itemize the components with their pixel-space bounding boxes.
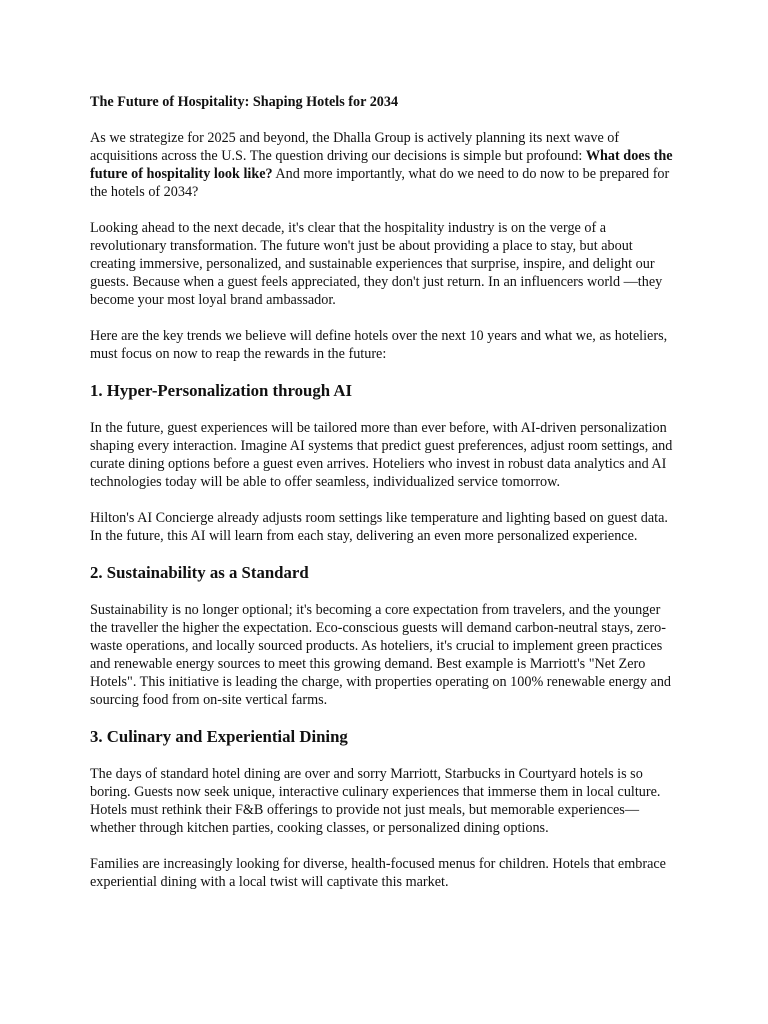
document-page (90, 93, 680, 909)
intro-text-start: As we strategize for 2025 and beyond, the Dhalla Group is actively planning its next wave of acquisitions across the U.S. The question driving our decisions is simple but profound: (90, 130, 620, 164)
paragraph-trends-intro: Here are the key trends we believe will define hotels over the next 10 years and what we, as hoteliers, must focus on now to reap the rewards in the future: (90, 328, 668, 362)
section-sustainability-paragraph-1: Sustainability is no longer optional; it's becoming a core expectation from travelers, and the younger the traveller the higher the expectation. Eco-conscious guests will demand carbon-neutral stays, zero-waste operations, and locally sourced products. As hoteliers, it's crucial to implement green practices and renewable energy sources to meet this growing demand. Best example is Marriott's "Net Zero Hotels". This initiative is leading the charge, with properties operating on 100% renewable energy and sourcing food from on-site vertical farms. (90, 602, 672, 708)
section-heading-personalization: 1. Hyper-Personalization through AI (90, 381, 352, 400)
section-heading-sustainability: 2. Sustainability as a Standard (90, 563, 309, 582)
paragraph-outlook: Looking ahead to the next decade, it's clear that the hospitality industry is on the verge of a revolutionary transformation. The future won't just be about providing a place to stay, but about creating immersive, personalized, and sustainable experiences that surprise, inspire, and delight our guests. Because when a guest feels appreciated, they don't just return. In an influencers world —they become your most loyal brand ambassador. (90, 220, 663, 308)
section-dining-paragraph-2: Families are increasingly looking for diverse, health-focused menus for children. Hotels that embrace experiential dining with a local twist will captivate this market. (90, 856, 666, 890)
section-heading-dining: 3. Culinary and Experiential Dining (90, 727, 348, 746)
intro-bold-question: What does the future of hospitality look like? (90, 148, 673, 182)
section-personalization-paragraph-2: Hilton's AI Concierge already adjusts room settings like temperature and lighting based on guest data. In the future, this AI will learn from each stay, delivering an even more personalized experience. (90, 510, 668, 544)
section-personalization-paragraph-1: In the future, guest experiences will be tailored more than ever before, with AI-driven personalization shaping every interaction. Imagine AI systems that predict guest preferences, adjust room settings, and curate dining options before a guest even arrives. Hoteliers who invest in robust data analytics and AI technologies today will be able to offer seamless, individualized service tomorrow. (90, 420, 673, 490)
intro-text-end: And more importantly, what do we need to do now to be prepared for the hotels of 2034? (90, 166, 670, 200)
intro-paragraph (90, 129, 680, 201)
document-title: The Future of Hospitality: Shaping Hotels for 2034 (90, 94, 399, 110)
section-dining-paragraph-1: The days of standard hotel dining are over and sorry Marriott, Starbucks in Courtyard hotels is so boring. Guests now seek unique, interactive culinary experiences that immerse them in local culture. Hotels must rethink their F&B offerings to provide not just meals, but memorable experiences—whether through kitchen parties, cooking classes, or personalized dining options. (90, 766, 661, 836)
